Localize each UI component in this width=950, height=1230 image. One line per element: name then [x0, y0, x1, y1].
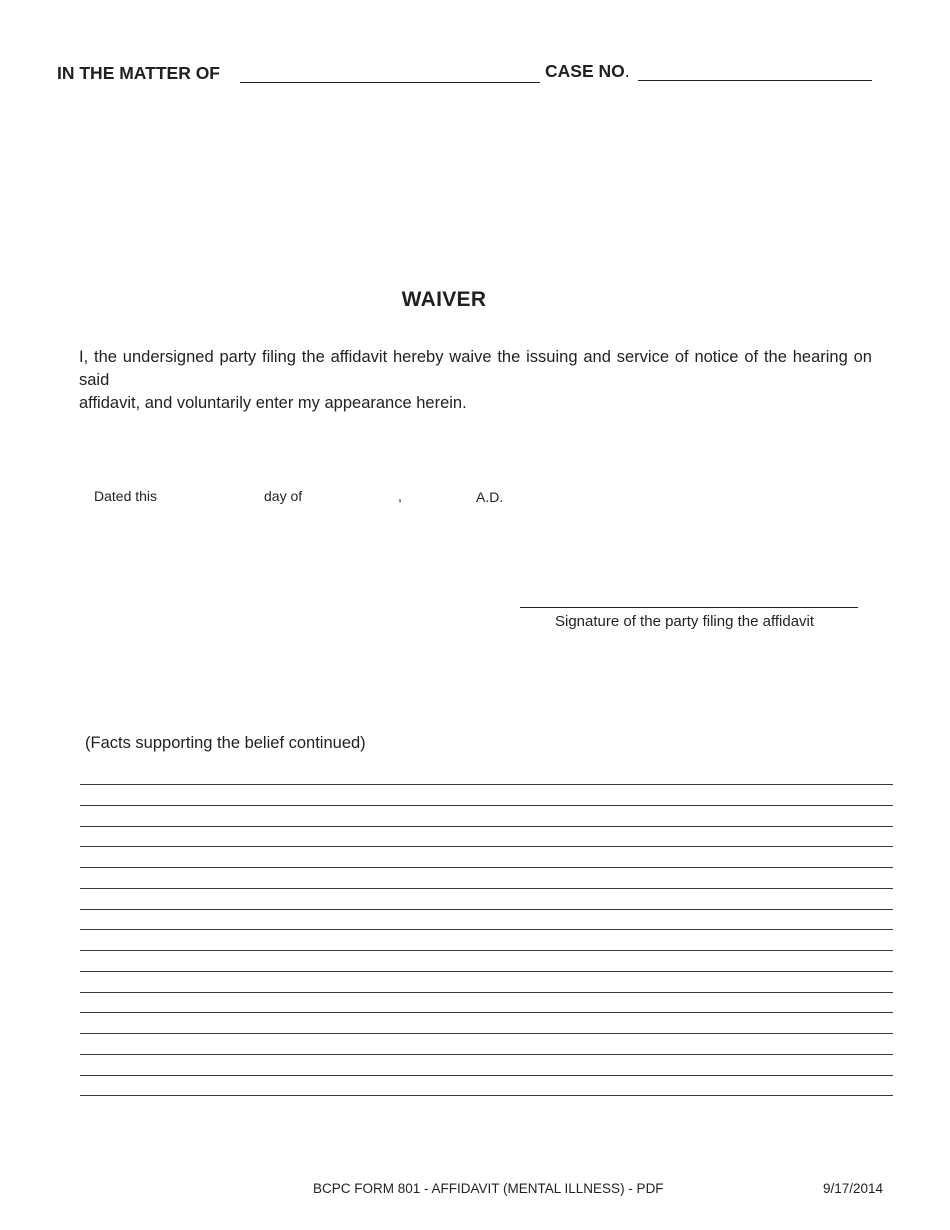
waiver-text-line-2: affidavit, and voluntarily enter my appearance herein. — [79, 394, 467, 412]
footer-date: 9/17/2014 — [823, 1181, 884, 1196]
matter-field[interactable] — [240, 82, 540, 83]
case-number-field[interactable] — [638, 80, 872, 81]
month-field[interactable] — [310, 486, 396, 506]
facts-line[interactable] — [80, 1054, 893, 1055]
facts-line[interactable] — [80, 805, 893, 806]
facts-line[interactable] — [80, 888, 893, 889]
case-label-wrap — [545, 61, 630, 82]
case-period: . — [624, 61, 630, 81]
facts-line[interactable] — [80, 971, 893, 972]
ad-label: A.D. — [476, 489, 504, 505]
page-title: WAIVER — [401, 288, 487, 311]
facts-line[interactable] — [80, 846, 893, 847]
facts-line[interactable] — [80, 1012, 893, 1013]
year-field[interactable] — [406, 486, 470, 506]
facts-line[interactable] — [80, 826, 893, 827]
waiver-paragraph — [79, 346, 872, 415]
signature-line[interactable] — [520, 607, 858, 608]
facts-line[interactable] — [80, 950, 893, 951]
facts-line[interactable] — [80, 1033, 893, 1034]
day-of-label: day of — [264, 488, 303, 504]
facts-line[interactable] — [80, 867, 893, 868]
day-field[interactable] — [165, 486, 257, 506]
facts-line[interactable] — [80, 929, 893, 930]
matter-label: IN THE MATTER OF — [57, 63, 220, 83]
facts-line[interactable] — [80, 1095, 893, 1096]
dated-this-label: Dated this — [94, 488, 158, 504]
facts-heading: (Facts supporting the belief continued) — [85, 734, 366, 752]
facts-line[interactable] — [80, 992, 893, 993]
facts-line[interactable] — [80, 909, 893, 910]
case-label: CASE NO — [545, 61, 625, 81]
waiver-text-line-1: I, the undersigned party filing the affidavit hereby waive the issuing and service of notice of the hearing on said — [79, 348, 872, 389]
facts-line[interactable] — [80, 784, 893, 785]
facts-line[interactable] — [80, 1075, 893, 1076]
signature-caption: Signature of the party filing the affidavit — [555, 613, 815, 630]
dated-comma: , — [398, 488, 402, 504]
footer-form-name: BCPC FORM 801 - AFFIDAVIT (MENTAL ILLNESS) - PDF — [313, 1181, 664, 1196]
